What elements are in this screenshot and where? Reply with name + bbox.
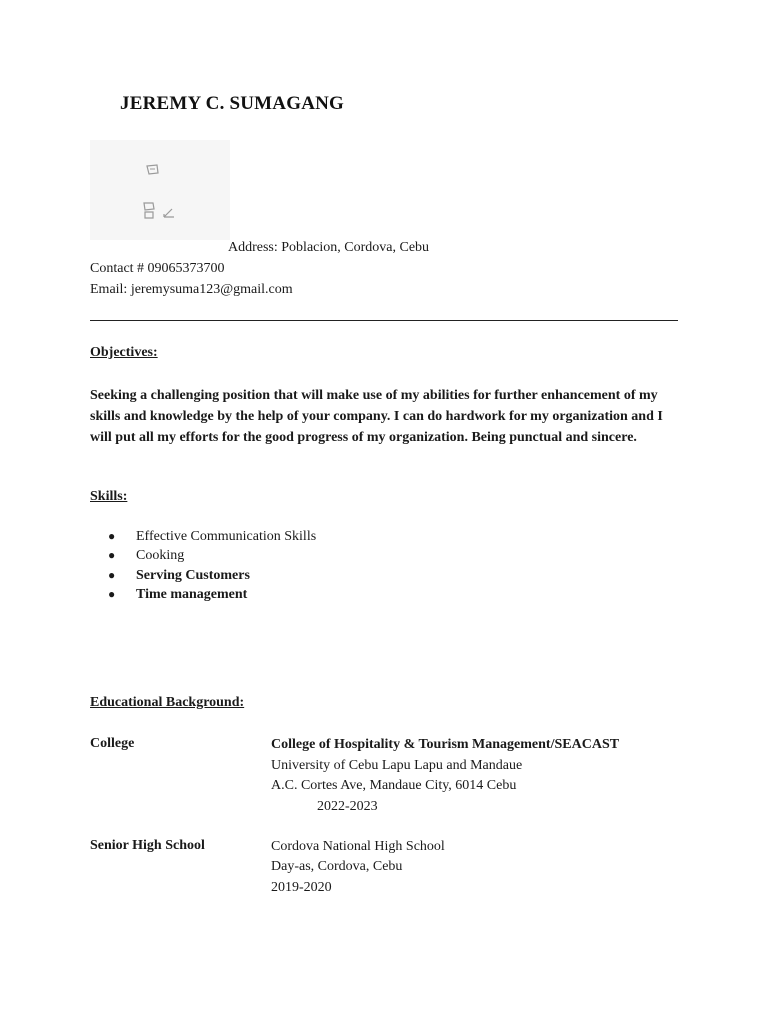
applicant-name: JEREMY C. SUMAGANG [120, 93, 345, 114]
bullet-icon: ● [108, 529, 116, 543]
objectives-text: Seeking a challenging position that will make use of my abilities for further enhancement of my skills and knowledge by the help of your company. I can do hardwork for my organization and I will put all my efforts for the good progress of my organization. Being punctual and sincere. [90, 388, 663, 445]
email: Email: jeremysuma123@gmail.com [90, 282, 293, 297]
college-address: A.C. Cortes Ave, Mandaue City, 6014 Cebu [271, 778, 517, 793]
education-heading: Educational Background: [90, 695, 245, 710]
skills-heading: Skills: [90, 489, 128, 504]
shs-years: 2019-2020 [271, 880, 332, 895]
education-level-shs: Senior High School [90, 838, 205, 853]
bullet-icon: ● [108, 586, 116, 601]
skills-list [108, 527, 316, 604]
photo-placeholder [90, 140, 230, 240]
list-item: ● Effective Communication Skills [108, 527, 316, 546]
document-icon [142, 202, 156, 220]
bullet-icon: ● [108, 567, 116, 582]
list-item: ● Time management [108, 585, 316, 604]
address: Address: Poblacion, Cordova, Cebu [228, 240, 430, 255]
college-institution: University of Cebu Lapu Lapu and Mandaue [271, 758, 523, 773]
pen-icon [162, 206, 176, 220]
objectives-heading: Objectives: [90, 345, 158, 360]
college-school: College of Hospitality & Tourism Management/SEACAST [271, 737, 620, 752]
shs-school: Cordova National High School [271, 839, 445, 854]
broken-image-icon [146, 164, 160, 176]
list-item: ● Serving Customers [108, 566, 316, 585]
phone: Contact # 09065373700 [90, 261, 225, 276]
shs-address: Day-as, Cordova, Cebu [271, 859, 403, 874]
college-years: 2022-2023 [317, 799, 378, 814]
education-level-college: College [90, 736, 135, 751]
list-item: ● Cooking [108, 546, 316, 565]
divider [90, 320, 678, 321]
bullet-icon: ● [108, 548, 116, 563]
